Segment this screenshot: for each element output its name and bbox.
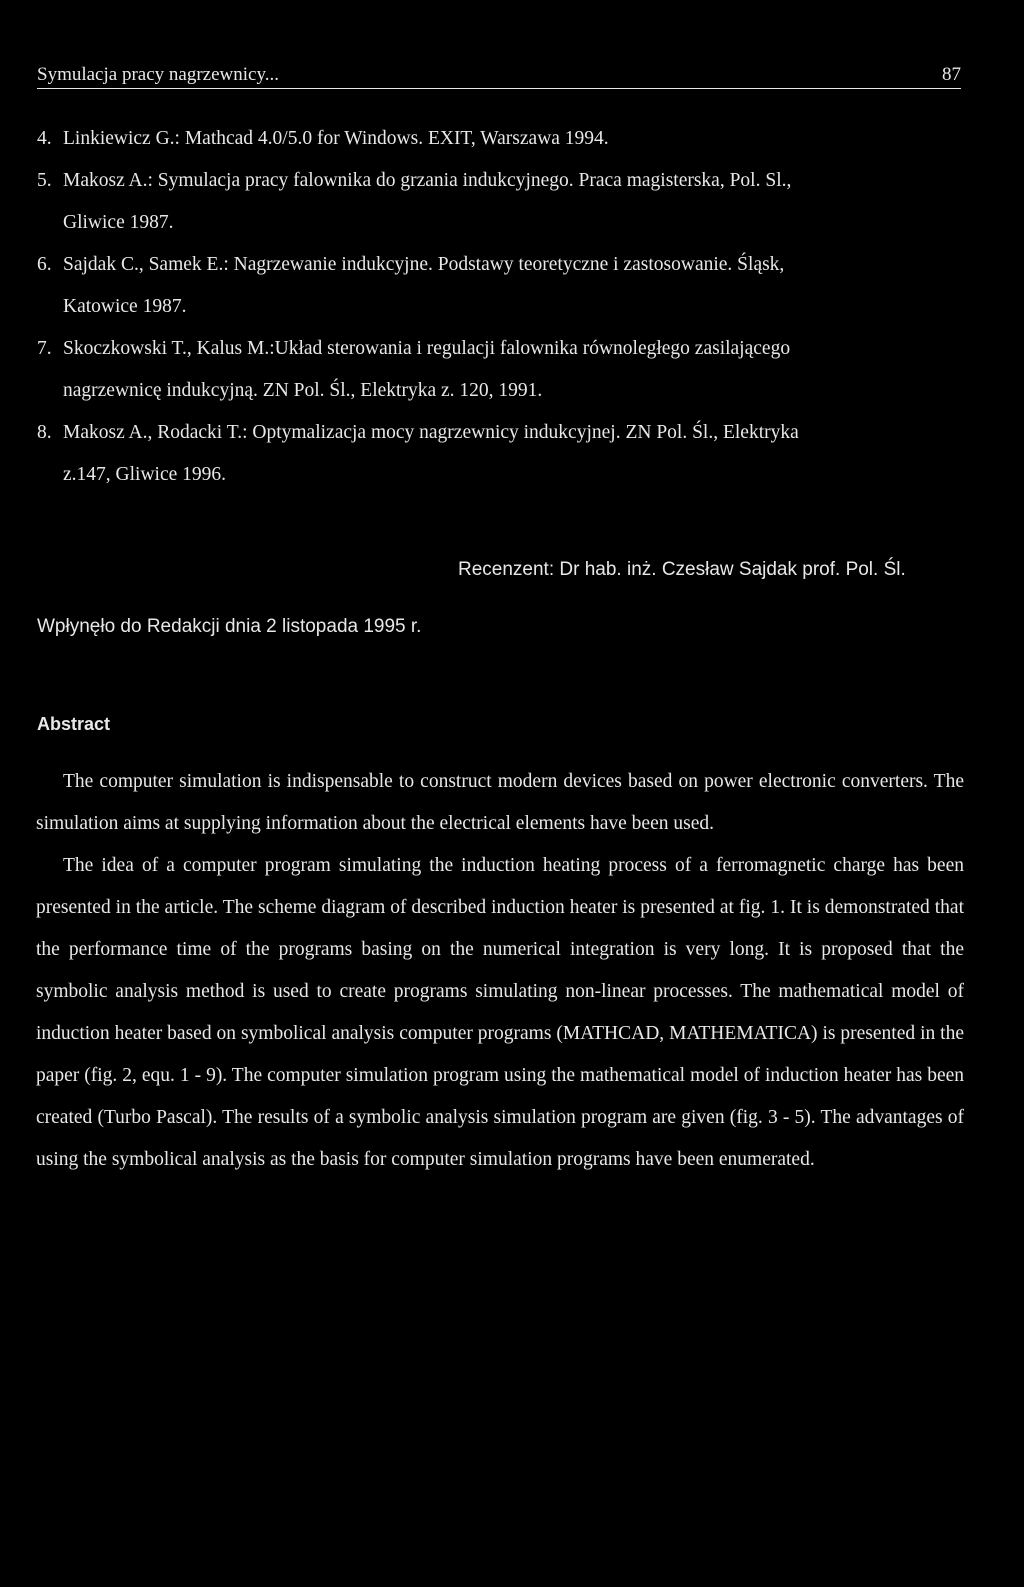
reference-number: 6. [37, 254, 52, 275]
reference-item [37, 244, 967, 328]
received-date-note: Wpłynęło do Redakcji dnia 2 listopada 1995 r. [37, 616, 422, 637]
reference-item [37, 412, 967, 496]
reference-text-continuation: nagrzewnicę indukcyjną. ZN Pol. Śl., Elektryka z. 120, 1991. [63, 380, 543, 401]
reference-list [37, 118, 967, 496]
reference-number: 4. [37, 128, 52, 149]
reference-text-continuation: z.147, Gliwice 1996. [63, 464, 227, 485]
abstract-paragraph: The idea of a computer program simulating the induction heating process of a ferromagnetic charge has been presented in the article. The scheme diagram of described induction heater is presented at fig. 1. It is demonstrated that the performance time of the programs basing on the numerical integration is very long. It is proposed that the symbolic analysis method is used to create programs simulating non-linear processes. The mathematical model of induction heater based on symbolical analysis computer programs (MATHCAD, MATHEMATICA) is presented in the paper (fig. 2, equ. 1 - 9). The computer simulation program using the mathematical model of induction heater has been created (Turbo Pascal). The results of a symbolic analysis simulation program are given (fig. 3 - 5). The advantages of using the symbolical analysis as the basis for computer simulation programs have been enumerated. [36, 855, 964, 1170]
reference-number: 7. [37, 338, 52, 359]
running-head [37, 62, 961, 89]
reviewer-note: Recenzent: Dr hab. inż. Czesław Sajdak prof. Pol. Śl. [458, 559, 906, 580]
abstract-heading: Abstract [37, 714, 111, 734]
reference-text: Skoczkowski T., Kalus M.:Układ sterowania i regulacji falownika równoległego zasilającego [63, 338, 791, 359]
reference-text: Makosz A.: Symulacja pracy falownika do grzania indukcyjnego. Praca magisterska, Pol. Sl., [63, 170, 792, 191]
reference-item [37, 118, 967, 160]
reference-item [37, 160, 967, 244]
reference-text: Makosz A., Rodacki T.: Optymalizacja mocy nagrzewnicy indukcyjnej. ZN Pol. Śl., Elektryka [63, 422, 799, 443]
reference-text-continuation: Gliwice 1987. [63, 212, 174, 233]
running-title: Symulacja pracy nagrzewnicy... [37, 64, 279, 85]
abstract-body [36, 761, 964, 1181]
page-number: 87 [942, 64, 961, 85]
reference-number: 8. [37, 422, 52, 443]
reference-text-continuation: Katowice 1987. [63, 296, 187, 317]
abstract-paragraph: The computer simulation is indispensable to construct modern devices based on power electronic converters. The simulation aims at supplying information about the electrical elements have been used. [36, 771, 964, 834]
reference-text: Sajdak C., Samek E.: Nagrzewanie indukcyjne. Podstawy teoretyczne i zastosowanie. Śląsk, [63, 254, 785, 275]
reference-number: 5. [37, 170, 52, 191]
reference-item [37, 328, 967, 412]
reference-text: Linkiewicz G.: Mathcad 4.0/5.0 for Windows. EXIT, Warszawa 1994. [63, 128, 609, 149]
